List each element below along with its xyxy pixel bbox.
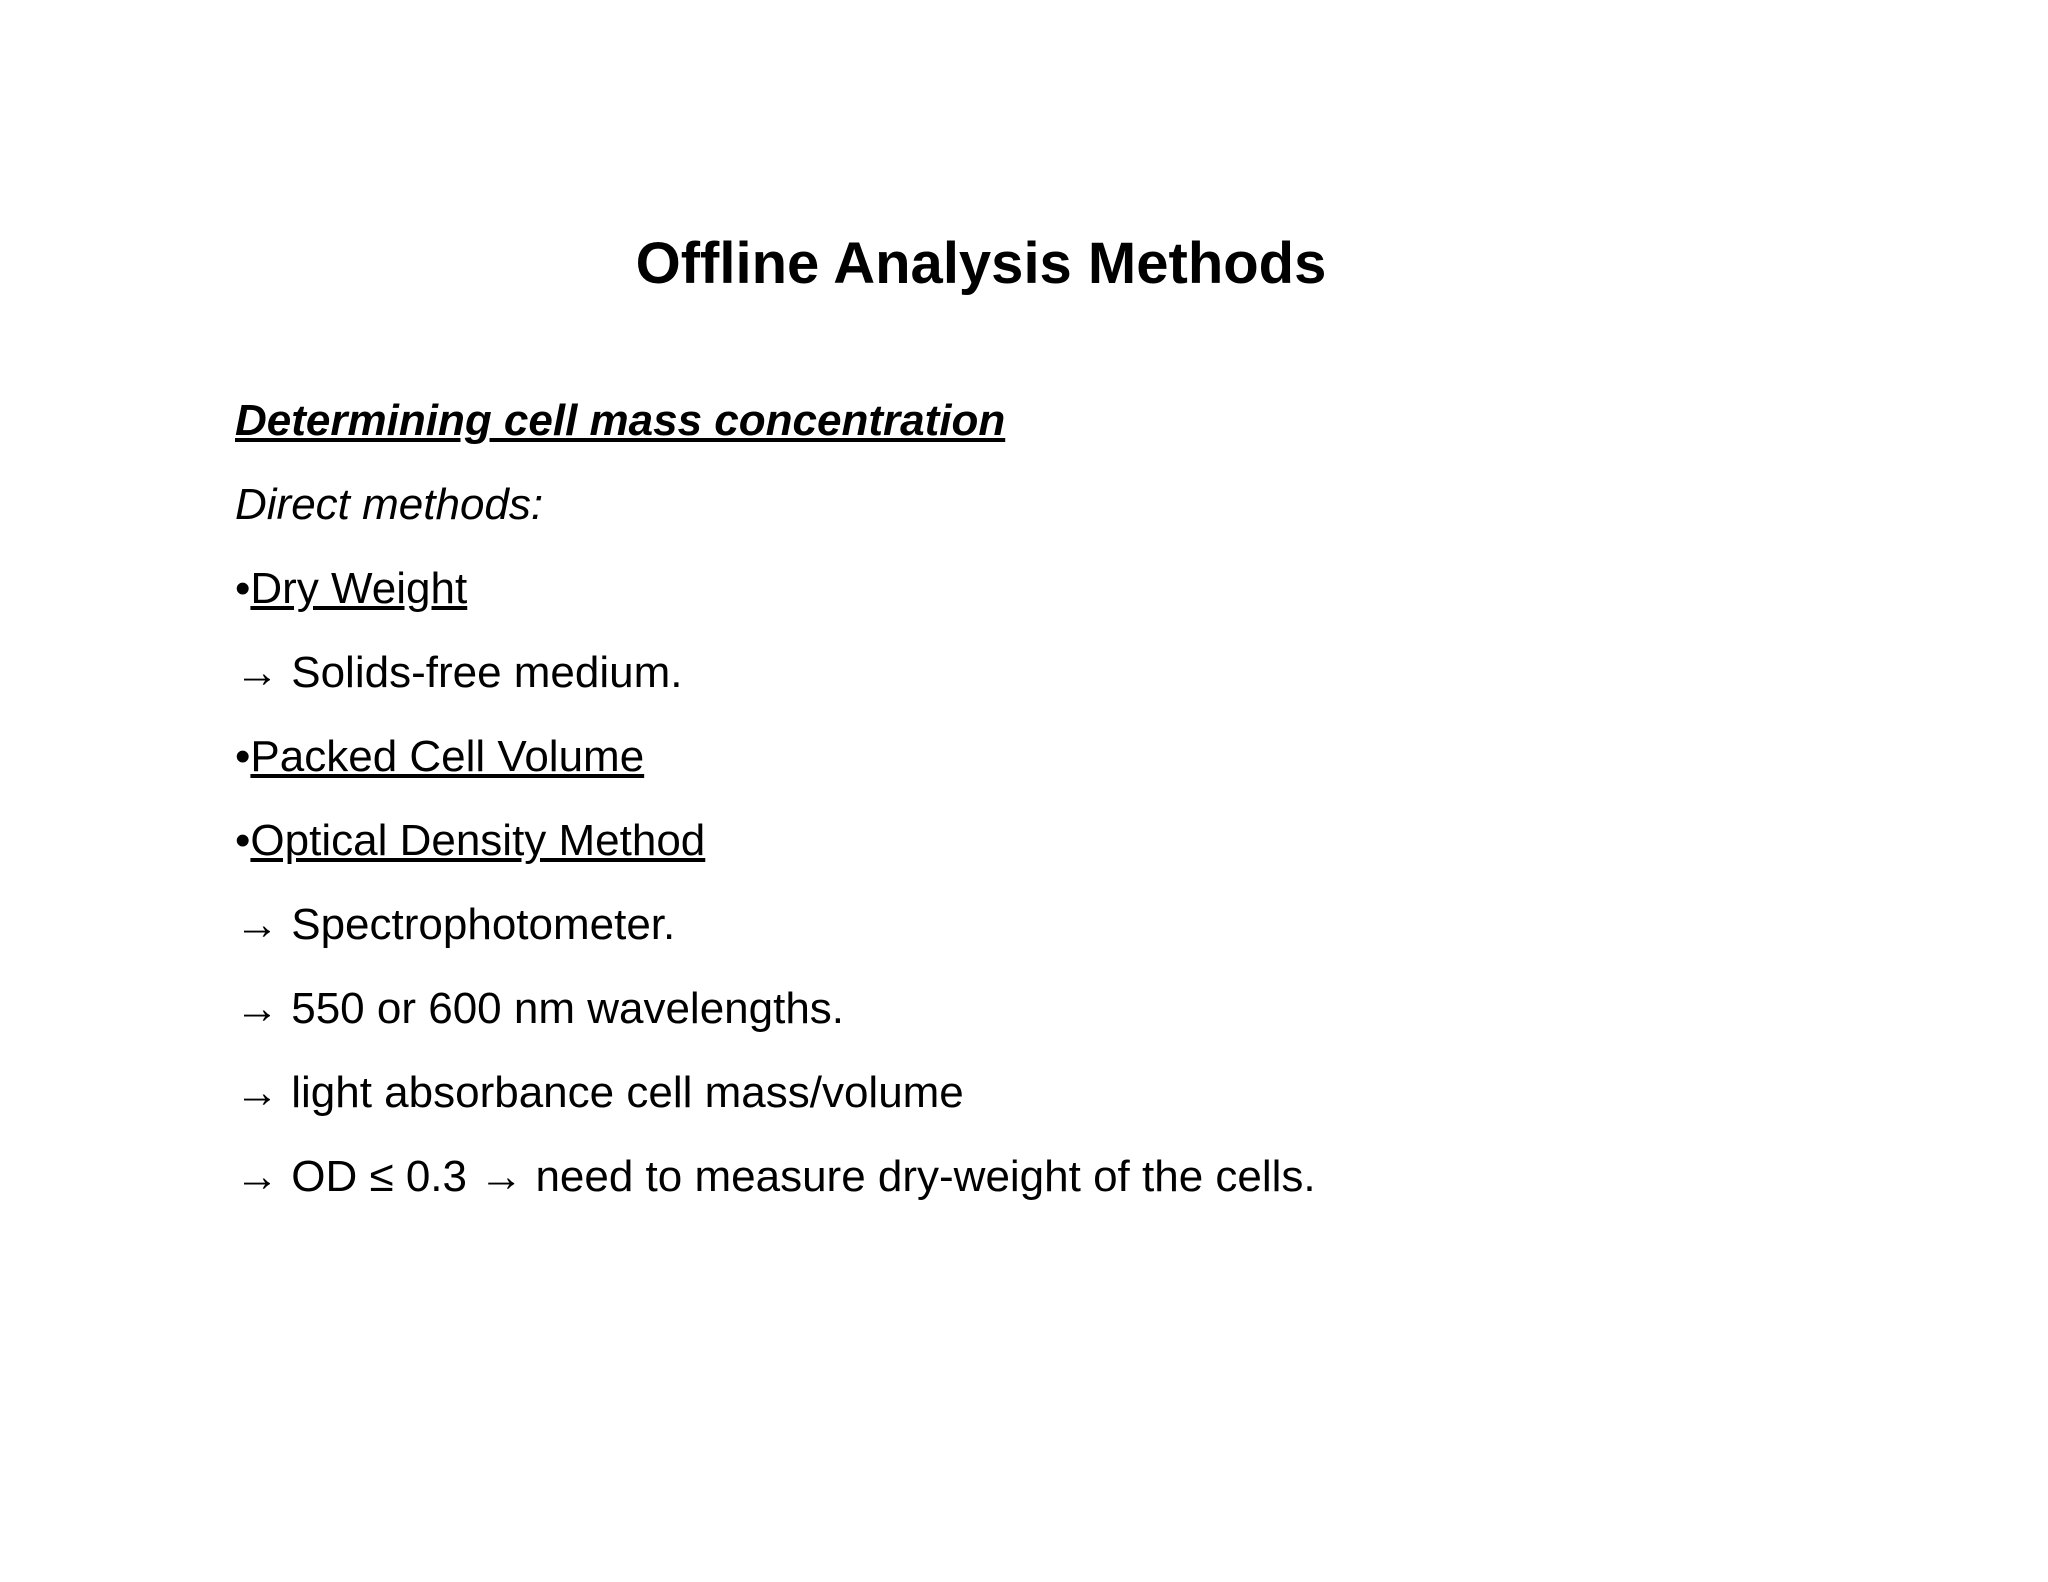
- arrow-text: Solids-free medium.: [291, 648, 683, 697]
- arrow-solids-free: [235, 648, 683, 699]
- arrow-text: OD ≤ 0.3 → need to measure dry-weight of the cells.: [291, 1152, 1316, 1201]
- section-heading: Determining cell mass concentration: [235, 396, 1006, 445]
- bullet-optical-density: [235, 816, 705, 867]
- arrow-spectrophotometer: [235, 900, 675, 951]
- bullet-text: Optical Density Method: [250, 816, 706, 865]
- arrow-icon: →: [235, 984, 292, 1033]
- arrow-text: light absorbance cell mass/volume: [291, 1068, 964, 1117]
- bullet-marker: •: [235, 816, 251, 865]
- arrow-icon: →: [235, 648, 292, 697]
- arrow-wavelengths: [235, 984, 844, 1035]
- slide-title: Offline Analysis Methods: [635, 231, 1327, 296]
- bullet-text: Dry Weight: [250, 564, 468, 613]
- arrow-light-absorbance: [235, 1068, 964, 1119]
- bullet-dry-weight: [235, 564, 467, 615]
- bullet-packed-cell-volume: [235, 732, 644, 783]
- bullet-marker: •: [235, 732, 251, 781]
- arrow-text: Spectrophotometer.: [291, 900, 676, 949]
- arrow-icon: →: [235, 1152, 292, 1201]
- bullet-text: Packed Cell Volume: [250, 732, 645, 781]
- bullet-marker: •: [235, 564, 251, 613]
- arrow-icon: →: [235, 900, 292, 949]
- arrow-od-threshold: [235, 1152, 1316, 1203]
- arrow-text: 550 or 600 nm wavelengths.: [291, 984, 845, 1033]
- arrow-icon: →: [235, 1068, 292, 1117]
- subheading-direct-methods: Direct methods:: [235, 480, 544, 529]
